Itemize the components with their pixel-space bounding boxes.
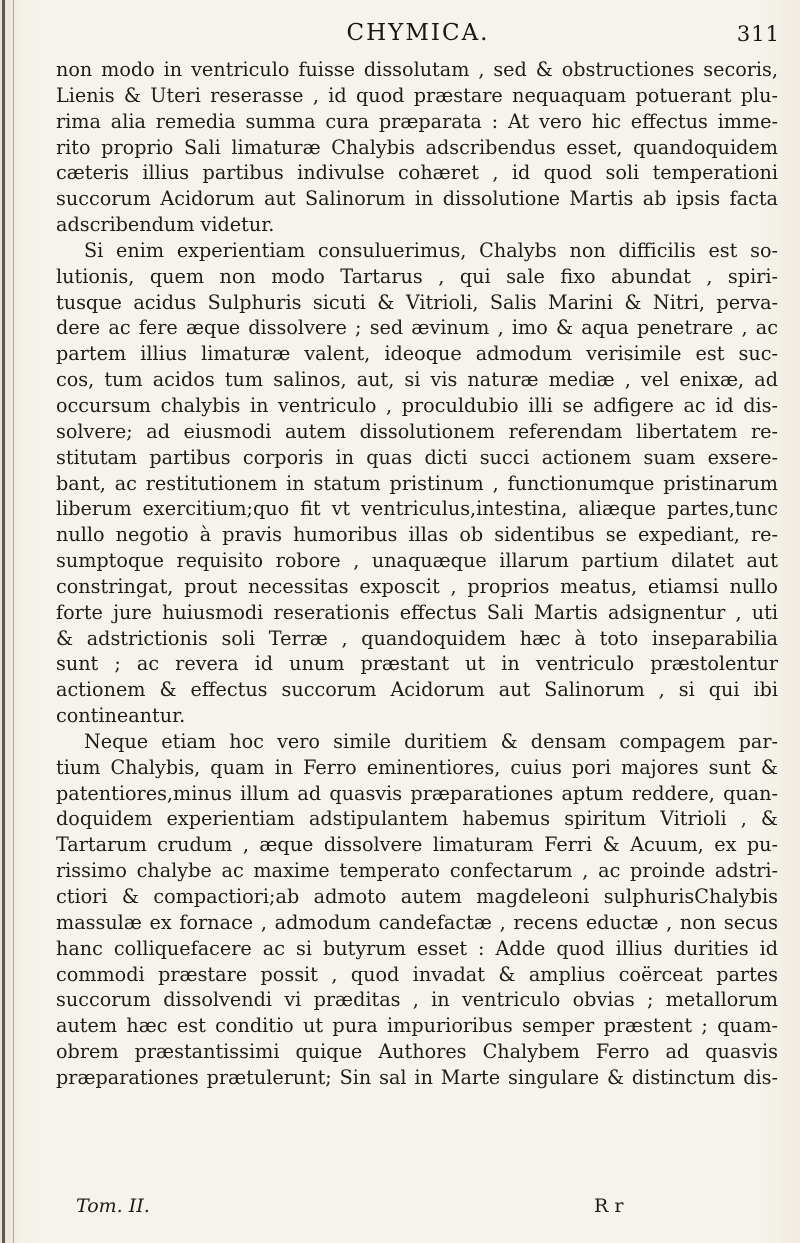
text-line: stitutam partibus corporis in quas dicti succi actionem suam exsere- [56,445,778,469]
text-line: hanc colliquefacere ac si butyrum esset : Adde quod illius durities id [56,936,778,960]
text-line: Tartarum crudum , æque dissolvere limaturam Ferri & Acuum, ex pu- [56,833,778,857]
text-line: rito proprio Sali limaturæ Chalybis adscribendus esset, quandoquidem [56,135,778,159]
text-line: commodi præstare possit , quod invadat & amplius coërceat partes [56,962,778,986]
text-line: Neque etiam hoc vero simile duritiem & densam compagem par- [84,729,778,753]
text-line: tium Chalybis, quam in Ferro eminentiores, cuius pori majores sunt & [56,755,778,779]
text-line: præparationes prætulerunt; Sin sal in Marte singulare & distinctum dis- [56,1065,778,1089]
text-line: nullo negotio à pravis humoribus illas ob sidentibus se expediant, re- [56,523,778,547]
text-line: lutionis, quem non modo Tartarus , qui sale fixo abundat , spiri- [56,264,778,288]
text-line: obrem præstantissimi quique Authores Chalybem Ferro ad quasvis [56,1040,778,1064]
text-line: Lienis & Uteri reserasse , id quod præstare nequaquam potuerant plu- [56,83,778,107]
text-line: ctiori & compactiori;ab admoto autem magdeleoni sulphurisChalybis [56,885,778,908]
text-line: Si enim experientiam consuluerimus, Chalybs non difficilis est so- [84,238,778,262]
text-line: doquidem experientiam adstipulantem habemus spiritum Vitrioli , & [56,807,778,831]
body-text [56,57,778,1091]
page-header [56,20,780,56]
text-line: sumptoque requisito robore , unaquæque illarum partium dilatet aut [56,549,778,573]
text-line: bant, ac restitutionem in statum pristinum , functionumque pristinarum [56,471,778,495]
page-number: 311 [736,22,780,46]
text-line: patentiores,minus illum ad quasvis præparationes aptum reddere, quan- [56,781,778,805]
text-line: cos, tum acidos tum salinos, aut, si vis naturæ mediæ , vel enixæ, ad [56,368,778,392]
text-line: & adstrictionis soli Terræ , quandoquidem hæc à toto inseparabilia [56,626,778,650]
text-line: rissimo chalybe ac maxime temperato confectarum , ac proinde adstri- [56,859,778,883]
text-line: succorum dissolvendi vi præditas , in ventriculo obvias ; metallorum [56,988,778,1012]
volume-mark: Tom. II. [76,1195,150,1217]
text-line: cæteris illius partibus indivulse cohæret , id quod soli temperationi [56,161,778,185]
text-line: constringat, prout necessitas exposcit , proprios meatus, etiamsi nullo [56,574,778,598]
binding-shadow-line [13,0,14,1243]
text-line: non modo in ventriculo fuisse dissolutam , sed & obstructiones secoris, [56,58,778,81]
text-line: liberum exercitium;quo fit vt ventriculus,intestina, aliæque partes,tunc [56,497,778,521]
text-line: partem illius limaturæ valent, ideoque admodum verisimile est suc- [56,342,778,366]
text-line: actionem & effectus succorum Acidorum aut Salinorum , si qui ibi [56,678,778,702]
text-line: solvere; ad eiusmodi autem dissolutionem referendam libertatem re- [56,419,778,443]
text-line: massulæ ex fornace , admodum candefactæ , recens eductæ , non secus [56,910,778,934]
text-line: rima alia remedia summa cura præparata : At vero hic effectus imme- [56,109,778,133]
text-line: dere ac fere æque dissolvere ; sed ævinum , imo & aqua penetrare , ac [56,316,778,340]
running-title: CHYMICA. [346,20,490,46]
text-line: contineantur. [56,704,186,728]
signature-mark: R r [594,1195,624,1217]
text-line: sunt ; ac revera id unum præstant ut in ventriculo præstolentur [56,652,778,676]
text-line: adscribendum videtur. [56,213,275,237]
text-line: forte jure huiusmodi reserationis effectus Sali Martis adsignentur , uti [56,600,778,624]
text-line: succorum Acidorum aut Salinorum in dissolutione Martis ab ipsis facta [56,187,778,211]
text-line: tusque acidus Sulphuris sicuti & Vitrioli, Salis Marini & Nitri, perva- [56,290,778,314]
page-footer [56,1195,776,1223]
text-line: autem hæc est conditio ut pura impurioribus semper præstent ; quam- [56,1014,778,1038]
binding-edge [2,0,5,1243]
text-line: occursum chalybis in ventriculo , proculdubio illi se adfigere ac id dis- [56,393,778,417]
